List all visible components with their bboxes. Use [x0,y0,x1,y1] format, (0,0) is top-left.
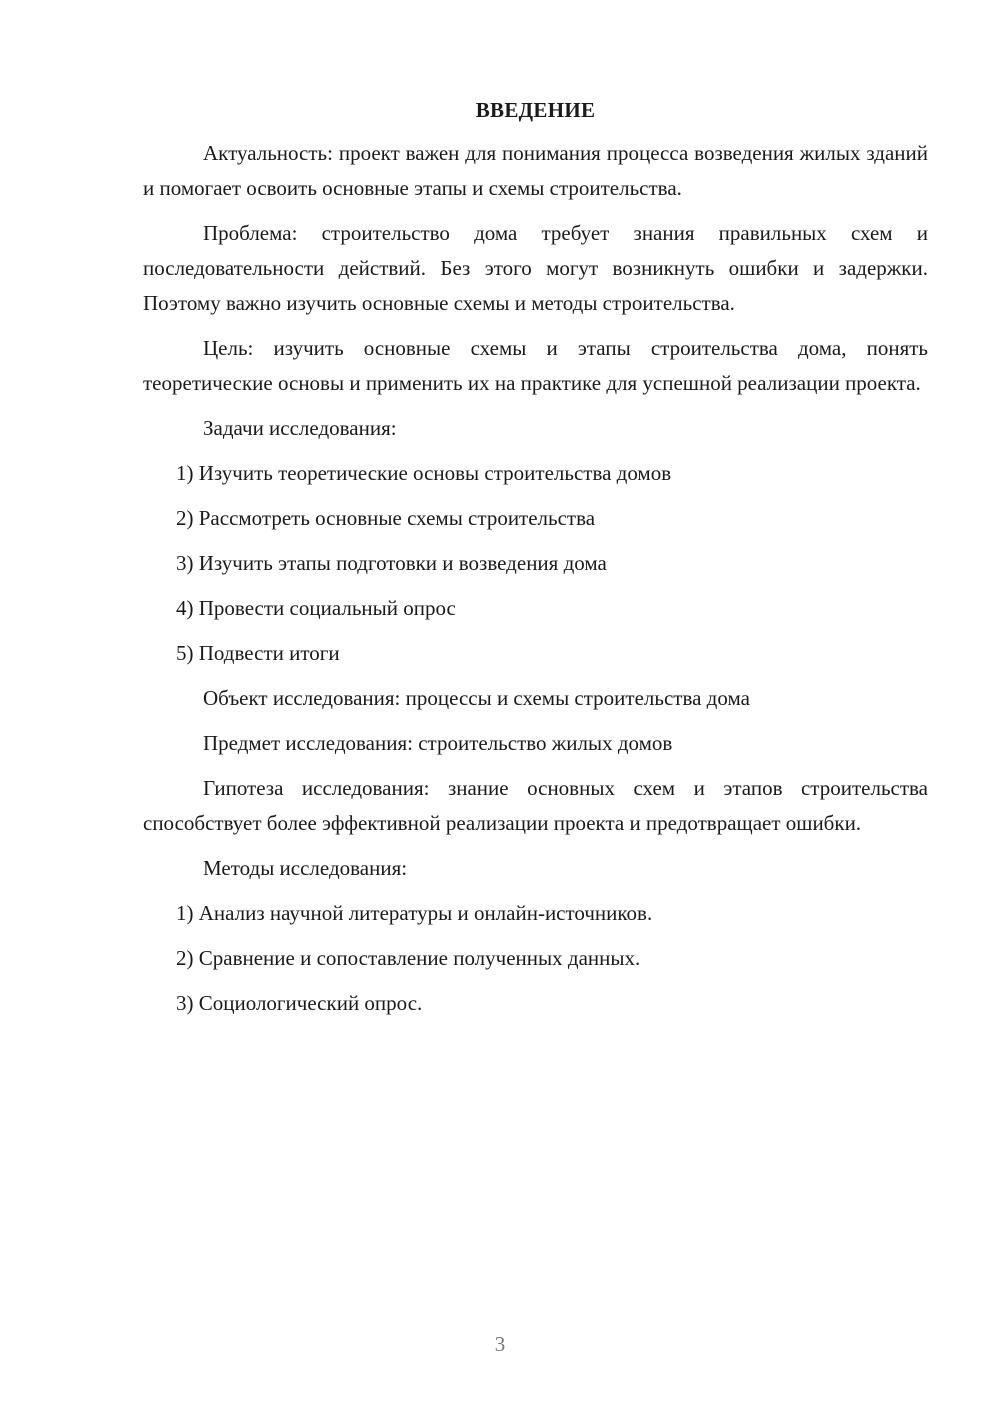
document-page [143,93,928,1031]
page-number: 3 [494,1332,506,1356]
methods-list [143,896,928,1021]
tasks-list [143,456,928,671]
list-item: 3) Изучить этапы подготовки и возведения дома [176,551,607,575]
object-line: Объект исследования: процессы и схемы строительства дома [203,686,750,710]
list-item: 4) Провести социальный опрос [176,596,456,620]
list-item: 2) Сравнение и сопоставление полученных данных. [176,946,641,970]
list-item: 2) Рассмотреть основные схемы строительства [176,506,596,530]
problem-paragraph: Проблема: строительство дома требует знания правильных схем и последовательности действий. Без этого могут возникнуть ошибки и задержки. Поэтому важно изучить основные схемы и методы строительства. [143,221,928,315]
tasks-heading: Задачи исследования: [203,416,397,440]
list-item: 5) Подвести итоги [176,641,340,665]
list-item: 3) Социологический опрос. [176,991,423,1015]
list-item: 1) Анализ научной литературы и онлайн-источников. [176,901,653,925]
subject-line: Предмет исследования: строительство жилых домов [203,731,673,755]
goal-paragraph: Цель: изучить основные схемы и этапы строительства дома, понять теоретические основы и применить их на практике для успешной реализации проекта. [143,336,928,395]
hypothesis-paragraph: Гипотеза исследования: знание основных схем и этапов строительства способствует более эффективной реализации проекта и предотвращает ошибки. [143,776,928,835]
relevance-paragraph: Актуальность: проект важен для понимания процесса возведения жилых зданий и помогает освоить основные этапы и схемы строительства. [143,141,928,200]
methods-heading: Методы исследования: [203,856,408,880]
list-item: 1) Изучить теоретические основы строительства домов [176,461,672,485]
section-title: ВВЕДЕНИЕ [475,98,596,122]
